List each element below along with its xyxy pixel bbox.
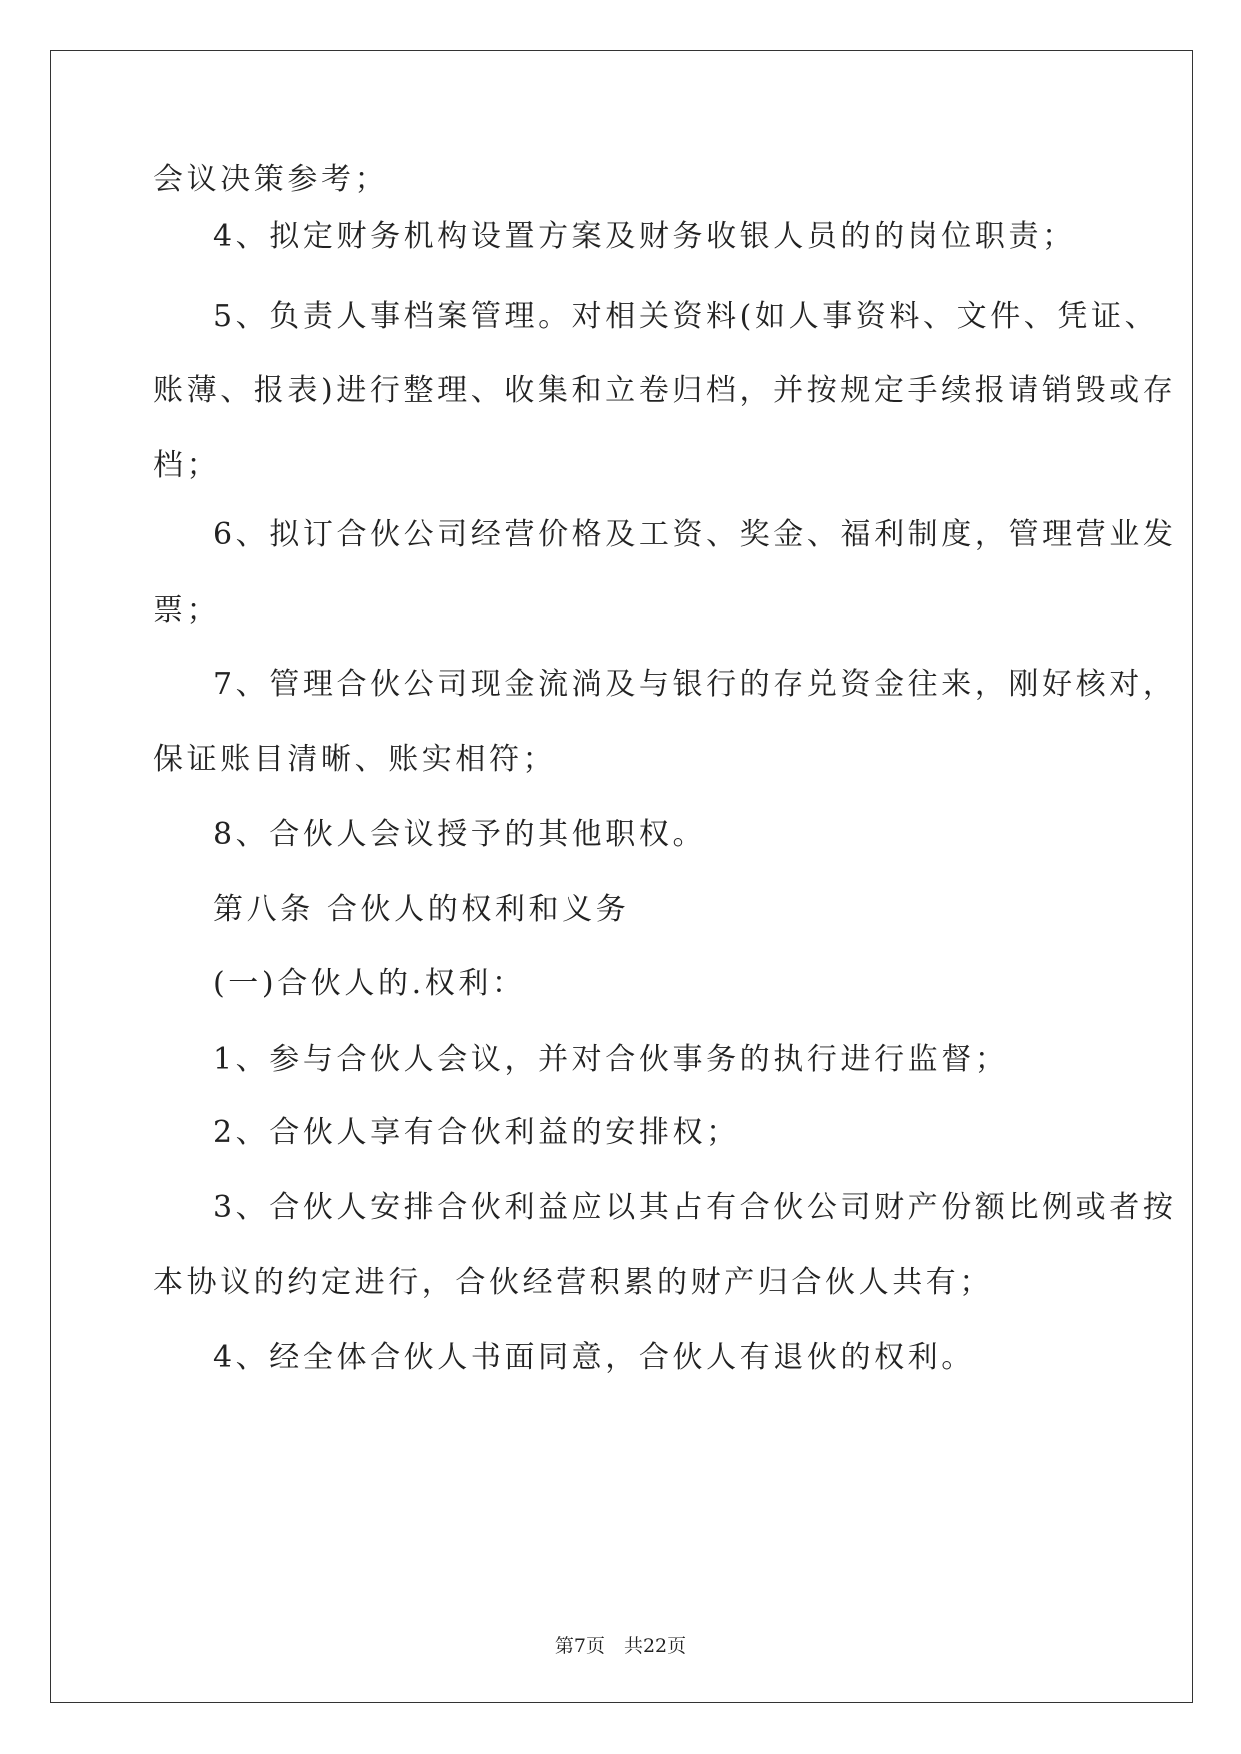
page-border	[50, 50, 1193, 1703]
text-line: 2、合伙人享有合伙利益的安排权；	[213, 1115, 740, 1150]
text-line: 7、管理合伙公司现金流淌及与银行的存兑资金往来，刚好核对，	[213, 667, 1177, 702]
section-heading: 第八条 合伙人的权利和义务	[213, 892, 630, 927]
text-line: 保证账目清晰、账实相符；	[153, 742, 557, 777]
text-line: 8、合伙人会议授予的其他职权。	[213, 817, 707, 852]
text-line: 本协议的约定进行，合伙经营积累的财产归合伙人共有；	[153, 1265, 993, 1300]
text-line: 5、负责人事档案管理。对相关资料(如人事资料、文件、凭证、	[213, 299, 1159, 334]
text-line: 3、合伙人安排合伙利益应以其占有合伙公司财产份额比例或者按	[213, 1190, 1177, 1225]
text-line: 票；	[153, 593, 221, 628]
subsection-heading: (一)合伙人的.权利：	[213, 966, 526, 1001]
text-line: 4、经全体合伙人书面同意，合伙人有退伙的权利。	[213, 1340, 975, 1375]
text-line: 会议决策参考；	[153, 162, 389, 197]
text-line: 6、拟订合伙公司经营价格及工资、奖金、福利制度，管理营业发	[213, 517, 1177, 552]
text-line: 1、参与合伙人会议，并对合伙事务的执行进行监督；	[213, 1042, 1009, 1077]
text-line: 4、拟定财务机构设置方案及财务收银人员的的岗位职责；	[213, 219, 1076, 254]
text-line: 档；	[153, 448, 221, 483]
text-line: 账薄、报表)进行整理、收集和立卷归档，并按规定手续报请销毁或存	[153, 373, 1177, 408]
page-footer: 第7页 共22页	[554, 1635, 687, 1657]
